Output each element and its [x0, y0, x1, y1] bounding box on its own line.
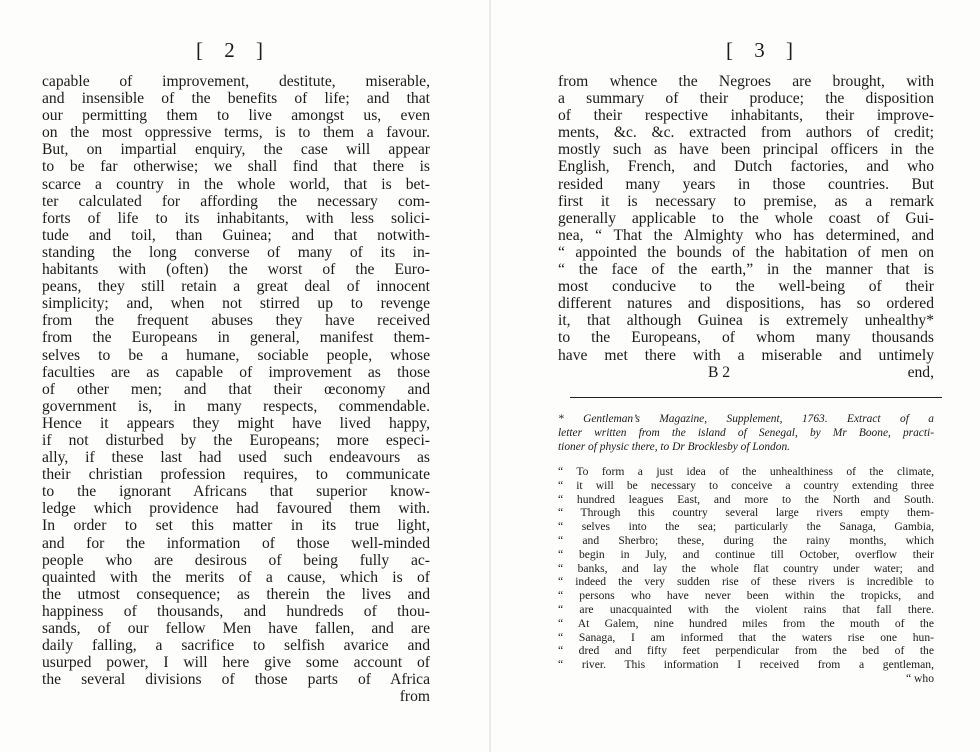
- text-line: “ and Sherbro; these, during the rainy months, which: [558, 533, 934, 547]
- text-line: generally applicable to the whole coast of Gui-: [558, 209, 934, 227]
- text-line: “ river. This information I received from a gentleman,: [558, 658, 934, 672]
- text-line: daily falling, a sacrifice to selfish avarice and: [42, 637, 430, 655]
- text-line: ally, if these last had used such endeavours as: [42, 449, 430, 467]
- signature-line: [558, 364, 934, 381]
- text-line: different natures and dispositions, has so ordered: [558, 295, 934, 313]
- text-line: “ dred and fifty feet perpendicular from the bed of the: [558, 644, 934, 658]
- text-line: happiness of thousands, and hundreds of thou-: [42, 602, 430, 620]
- text-line: standing the long converse of many of its in-: [42, 243, 430, 261]
- text-line: “ appointed the bounds of the habitation of men on: [558, 243, 934, 261]
- right-page: [490, 0, 980, 752]
- footnote-catchword: “ who: [905, 671, 934, 685]
- text-line: * Gentleman’s Magazine, Supplement, 1763. Extract of a: [558, 413, 934, 425]
- text-line: first it is necessary to premise, as a remark: [558, 192, 934, 210]
- text-line: In order to set this matter in its true light,: [42, 517, 430, 535]
- text-line: from the Europeans in general, manifest them-: [42, 329, 430, 347]
- page-number: [ 2 ]: [196, 38, 271, 62]
- text-line: “ To form a just idea of the unhealthiness of the climate,: [558, 465, 934, 478]
- catchword: end,: [907, 363, 934, 381]
- text-line: “ persons who have never been within the tropicks, and: [558, 589, 934, 603]
- text-line: have met there with a miserable and untimely: [558, 346, 934, 364]
- text-line: ledge which providence had favoured them with.: [42, 500, 430, 518]
- text-line: peans, they still retain a great deal of innocent: [42, 278, 430, 296]
- text-line: ter calculated for affording the necessary com-: [42, 192, 430, 210]
- text-line: of their respective inhabitants, their improve-: [558, 107, 934, 125]
- text-line: if not disturbed by the Europeans; more especi-: [42, 431, 430, 449]
- text-line: quainted with the merits of a cause, which is of: [42, 568, 430, 586]
- text-line: “ it will be necessary to conceive a country extending three: [558, 478, 934, 492]
- text-line: capable of improvement, destitute, miserable,: [42, 73, 430, 90]
- text-line: forts of life to its inhabitants, with less solici-: [42, 209, 430, 227]
- text-line: to the ignorant Africans that superior know-: [42, 483, 430, 501]
- text-line: and for the information of those well-minded: [42, 534, 430, 552]
- text-line: the utmost consequence; as therein the lives and: [42, 585, 430, 603]
- text-line: it, that although Guinea is extremely unhealthy*: [558, 312, 934, 330]
- text-line: from the frequent abuses they have received: [42, 312, 430, 330]
- text-line: scarce a country in the whole world, that is bet-: [42, 175, 430, 193]
- text-line: “ are unacquainted with the violent rains that fall there.: [558, 602, 934, 616]
- text-line: But, on impartial enquiry, the case will appear: [42, 141, 430, 159]
- text-line: “ hundred leagues East, and more to the North and South.: [558, 492, 934, 506]
- text-line: tude and toil, than Guinea; and that notwith-: [42, 226, 430, 244]
- text-line: mostly such as have been principal officers in the: [558, 141, 934, 159]
- text-line: the several divisions of those parts of Africa: [42, 671, 430, 689]
- text-line: faculties are as capable of improvement as those: [42, 363, 430, 381]
- text-line: “ Sanaga, I am informed that the waters rise one hun-: [558, 630, 934, 644]
- catchword: from: [399, 688, 430, 706]
- text-line: Hence it appears they might have lived happy,: [42, 414, 430, 432]
- text-line: tioner of physic there, to Dr Brocklesby of London.: [558, 441, 790, 454]
- text-line: English, French, and Dutch factories, and who: [558, 158, 934, 176]
- left-page-text: [42, 73, 430, 705]
- text-line: and insensible of the benefits of life; and that: [42, 90, 430, 108]
- text-line: simplicity; and, when not stirred up to revenge: [42, 295, 430, 313]
- text-line: “ selves into the sea; particularly the Sanaga, Gambia,: [558, 520, 934, 534]
- text-line: “ begin in July, and continue till October, overflow their: [558, 547, 934, 561]
- signature-mark: B 2: [708, 363, 731, 381]
- text-line: from whence the Negroes are brought, with: [558, 73, 934, 90]
- text-line: their christian profession requires, to communicate: [42, 466, 430, 484]
- text-line: nea, “ That the Almighty who has determined, and: [558, 226, 934, 244]
- footnote-body: [558, 465, 934, 686]
- text-line: sands, of our fellow Men have fallen, and are: [42, 620, 430, 637]
- right-page-text: [558, 73, 934, 381]
- text-line: “ banks, and lay the whole flat country under water; and: [558, 561, 934, 575]
- text-line: to be far otherwise; we shall find that there is: [42, 158, 430, 176]
- text-line: of other men; and that their œconomy and: [42, 380, 430, 398]
- text-line: on the most oppressive terms, is to them a favour.: [42, 124, 430, 142]
- footnote-source: [558, 412, 934, 455]
- text-line: usurped power, I will here give some account of: [42, 654, 430, 672]
- text-line: our permitting them to live amongst us, even: [42, 107, 430, 125]
- text-line: “ Through this country several large rivers empty them-: [558, 506, 934, 520]
- text-line: letter written from the island of Senegal, by Mr Boone, practi-: [558, 427, 934, 440]
- text-line: to the Europeans, of whom many thousands: [558, 329, 934, 347]
- text-line: a summary of their produce; the disposition: [558, 90, 934, 108]
- text-line: most conducive to the well-being of their: [558, 278, 934, 296]
- footnote-rule: [570, 397, 942, 398]
- text-line: selves to be a humane, sociable people, whose: [42, 346, 430, 364]
- text-line: government is, in many respects, commendable.: [42, 397, 430, 415]
- text-line: “ indeed the very sudden rise of these rivers is incredible to: [558, 575, 934, 589]
- page-number: [ 3 ]: [726, 38, 801, 62]
- text-line: “ the face of the earth,” in the manner that is: [558, 261, 934, 279]
- text-line: ments, &c. &c. extracted from authors of credit;: [558, 124, 934, 142]
- text-line: “ At Galem, nine hundred miles from the mouth of the: [558, 616, 934, 630]
- text-line: people who are desirous of being fully ac-: [42, 551, 430, 569]
- text-line: resided many years in those countries. But: [558, 175, 934, 193]
- text-line: habitants with (often) the worst of the Euro-: [42, 261, 430, 279]
